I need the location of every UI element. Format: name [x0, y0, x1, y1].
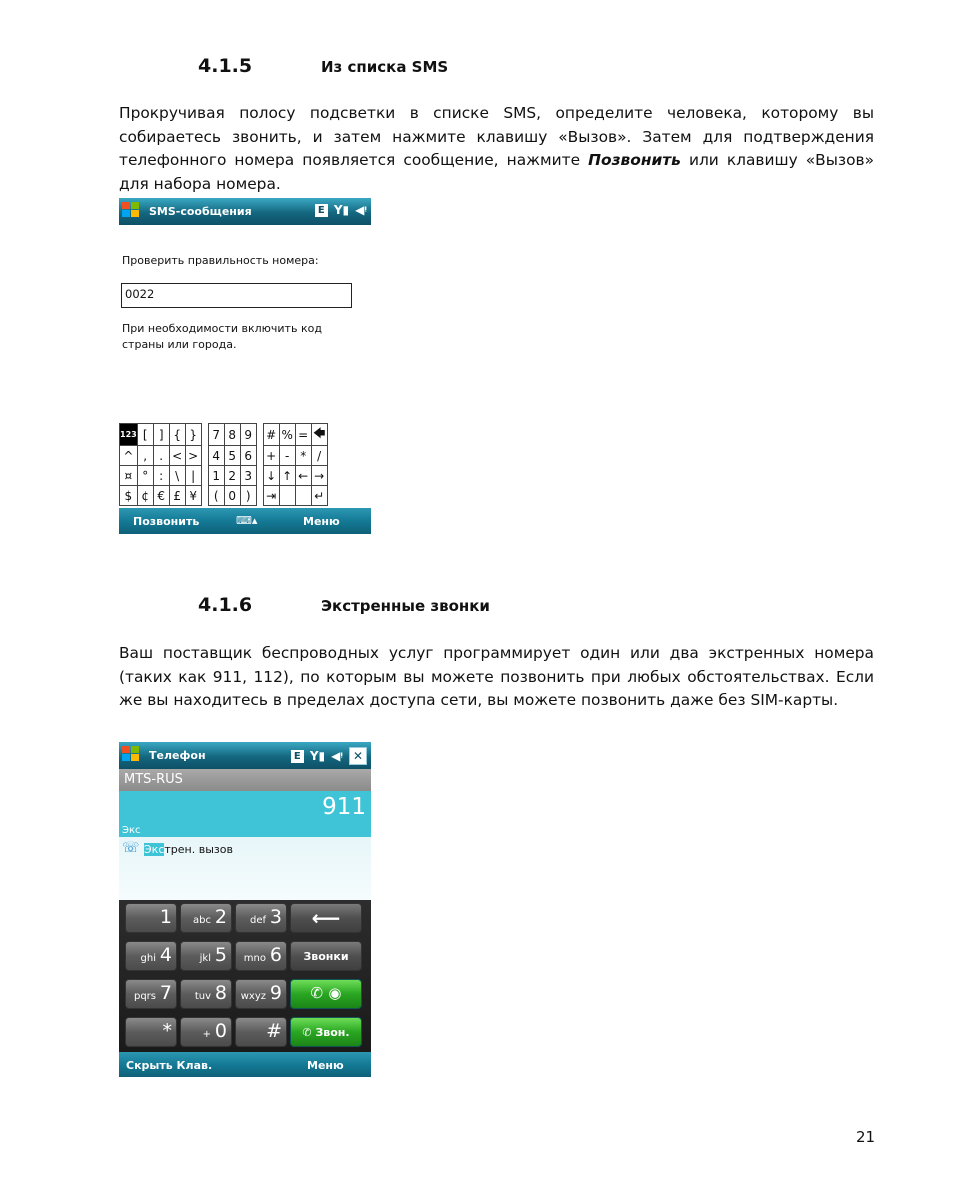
keyboard-key[interactable]: 0	[224, 486, 240, 506]
keyboard-gap	[201, 424, 208, 446]
keyboard-key[interactable]: <	[169, 446, 185, 466]
calls-button[interactable]: Звонки	[290, 941, 362, 971]
keyboard-gap	[201, 446, 208, 466]
keyboard-key[interactable]: .	[153, 446, 169, 466]
keyboard-gap	[201, 486, 208, 506]
network-edge-icon: E	[315, 204, 328, 217]
keyboard-key[interactable]	[279, 486, 295, 506]
section-paragraph: Прокручивая полосу подсветки в списке SMS, определите человека, которому вы собираетесь звонить, и затем нажмите клавишу «Вызов». Затем для подтверждения телефонного номера появляется сообщение, нажмите Позвонить или клавишу «Вызов» для набора номера.	[119, 104, 874, 193]
dialed-number: 911	[322, 794, 366, 820]
title-bar	[119, 742, 371, 769]
keyboard-key[interactable]: 6	[240, 446, 256, 466]
dial-key-digit: 7	[159, 982, 172, 1004]
phone-number-input[interactable]: 0022	[121, 283, 352, 308]
dial-key[interactable]	[125, 941, 177, 971]
section-number: 4.1.6	[198, 594, 253, 616]
keyboard-key[interactable]: \	[169, 466, 185, 486]
section-paragraph: Ваш поставщик беспроводных услуг программирует один или два экстренных номера (таких как 911, 112), по которым вы можете позвонить при любых обстоятельствах. Если же вы находитесь в пределах доступа сети, вы можете позвонить даже без SIM-карты.	[119, 644, 874, 709]
keyboard-gap	[256, 486, 263, 506]
keyboard-gap	[256, 466, 263, 486]
phone-icon: ✆	[302, 1026, 316, 1039]
keyboard-key[interactable]: ,	[137, 446, 153, 466]
page-number: 21	[856, 1128, 876, 1146]
keyboard-key[interactable]: 7	[208, 424, 224, 446]
section-title: Экстренные звонки	[321, 597, 490, 615]
keyboard-key[interactable]: €	[153, 486, 169, 506]
dial-key-digit: 0	[214, 1020, 227, 1042]
dial-key-letters: abc	[193, 915, 211, 926]
dial-key[interactable]	[125, 903, 177, 933]
keyboard-key[interactable]: 5	[224, 446, 240, 466]
keyboard-key[interactable]: ¤	[120, 466, 138, 486]
speaker-icon[interactable]: ◀ᵎ	[331, 749, 343, 763]
phone-call-icon: ☏	[122, 840, 140, 856]
windows-start-icon[interactable]	[122, 202, 142, 220]
dial-key-digit: 3	[269, 906, 282, 928]
keyboard-key[interactable]: 9	[240, 424, 256, 446]
close-icon[interactable]: ✕	[349, 747, 367, 765]
network-edge-icon: E	[291, 750, 304, 763]
keyboard-key[interactable]: $	[120, 486, 138, 506]
video-call-icon: ✆ ◉	[310, 984, 342, 1002]
keyboard-key[interactable]: 123	[120, 424, 138, 446]
keyboard-key[interactable]: ↑	[279, 466, 295, 486]
dial-key[interactable]	[180, 979, 232, 1009]
suggestion-item[interactable]: Экстрен. вызов	[144, 843, 233, 856]
keyboard-key[interactable]: 1	[208, 466, 224, 486]
dial-key-letters: jkl	[199, 953, 211, 964]
keyboard-key[interactable]: ↵	[311, 486, 327, 506]
dial-key-digit: 1	[159, 906, 172, 928]
keyboard-key[interactable]: ¢	[137, 486, 153, 506]
softkey-menu[interactable]: Меню	[307, 1059, 344, 1072]
keyboard-gap	[201, 466, 208, 486]
title-bar	[119, 198, 371, 225]
dial-key-digit: 5	[214, 944, 227, 966]
keyboard-gap	[256, 424, 263, 446]
dial-match-text: Экс	[122, 825, 141, 836]
dial-key[interactable]	[180, 903, 232, 933]
keyboard-key[interactable]: ¥	[185, 486, 201, 506]
dial-pad	[119, 900, 371, 1054]
section-title: Из списка SMS	[321, 58, 449, 76]
softkey-call[interactable]: Позвонить	[133, 515, 200, 528]
keyboard-key[interactable]: {	[169, 424, 185, 446]
keyboard-key[interactable]: 8	[224, 424, 240, 446]
video-call-button[interactable]	[290, 979, 362, 1009]
signal-icon: Y▮	[309, 749, 326, 763]
dial-key-digit: 8	[214, 982, 227, 1004]
dial-display	[119, 791, 371, 837]
keyboard-key[interactable]: ⇥	[263, 486, 279, 506]
keyboard-key[interactable]: #	[263, 424, 279, 446]
dial-key-digit: 6	[269, 944, 282, 966]
screen-title: Телефон	[149, 749, 206, 762]
keyboard-key[interactable]: =	[295, 424, 311, 446]
dial-key-letters: def	[249, 915, 266, 926]
dial-key[interactable]	[180, 1017, 232, 1047]
keyboard-key[interactable]: *	[295, 446, 311, 466]
screen-title: SMS-сообщения	[149, 205, 252, 218]
keyboard-key[interactable]: +	[263, 446, 279, 466]
dial-key[interactable]	[235, 1017, 287, 1047]
dial-key-digit: 9	[269, 982, 282, 1004]
keyboard-key[interactable]: £	[169, 486, 185, 506]
softkey-menu[interactable]: Меню	[303, 515, 340, 528]
keyboard-key[interactable]: [	[137, 424, 153, 446]
dial-key-letters: mno	[243, 953, 266, 964]
softkey-bar	[119, 508, 371, 534]
hint-line-1: При необходимости включить код	[122, 322, 322, 335]
dial-key-digit: 2	[214, 906, 227, 928]
keyboard-key[interactable]: -	[279, 446, 295, 466]
dial-key-letters: ghi	[140, 953, 156, 964]
suggestion-list	[119, 837, 371, 900]
dial-key-letters: wxyz	[240, 991, 266, 1002]
keyboard-key[interactable]: :	[153, 466, 169, 486]
dial-key-digit: *	[162, 1020, 172, 1042]
keyboard-key[interactable]: ←	[295, 466, 311, 486]
section-number: 4.1.5	[198, 55, 253, 77]
dial-key[interactable]	[235, 903, 287, 933]
keyboard-key[interactable]: }	[185, 424, 201, 446]
dial-key-letters: tuv	[194, 991, 211, 1002]
dial-key[interactable]	[235, 941, 287, 971]
carrier-name: MTS-RUS	[119, 769, 371, 791]
backspace-button[interactable]: ⟵	[290, 903, 362, 933]
keyboard-key[interactable]: 🡄	[311, 424, 327, 446]
hint-line-2: страны или города.	[122, 338, 237, 351]
keyboard-key[interactable]: %	[279, 424, 295, 446]
softkey-bar	[119, 1052, 371, 1077]
dial-key[interactable]	[125, 979, 177, 1009]
keyboard-key[interactable]: ^	[120, 446, 138, 466]
symbol-keyboard	[119, 423, 328, 506]
dial-key[interactable]	[235, 979, 287, 1009]
keyboard-key[interactable]: °	[137, 466, 153, 486]
dial-key-letters: pqrs	[133, 991, 156, 1002]
dial-key[interactable]	[180, 941, 232, 971]
keyboard-key[interactable]: )	[240, 486, 256, 506]
sms-confirm-screenshot	[119, 198, 371, 534]
keyboard-key[interactable]: (	[208, 486, 224, 506]
windows-start-icon[interactable]	[122, 746, 142, 764]
keyboard-gap	[256, 446, 263, 466]
keyboard-key[interactable]: 4	[208, 446, 224, 466]
keyboard-key[interactable]	[295, 486, 311, 506]
call-button[interactable]: ✆ Звон.	[290, 1017, 362, 1047]
signal-icon: Y▮	[333, 203, 350, 217]
dial-key-letters: +	[202, 1029, 211, 1040]
keyboard-key[interactable]: ]	[153, 424, 169, 446]
keyboard-key[interactable]: →	[311, 466, 327, 486]
softkey-hide-keyboard[interactable]: Скрыть Клав.	[126, 1059, 213, 1072]
dial-key-digit: 4	[159, 944, 172, 966]
keyboard-key[interactable]: 2	[224, 466, 240, 486]
keyboard-key[interactable]: 3	[240, 466, 256, 486]
dial-key-digit: #	[266, 1020, 282, 1042]
keyboard-key[interactable]: |	[185, 466, 201, 486]
keyboard-key[interactable]: ↓	[263, 466, 279, 486]
keyboard-toggle-icon[interactable]: ⌨▴	[236, 514, 258, 527]
prompt-label: Проверить правильность номера:	[122, 254, 319, 267]
dial-key[interactable]	[125, 1017, 177, 1047]
emergency-dialer-screenshot	[119, 742, 371, 1077]
speaker-icon[interactable]: ◀ᵎ	[355, 203, 367, 217]
keyboard-key[interactable]: /	[311, 446, 327, 466]
keyboard-key[interactable]: >	[185, 446, 201, 466]
